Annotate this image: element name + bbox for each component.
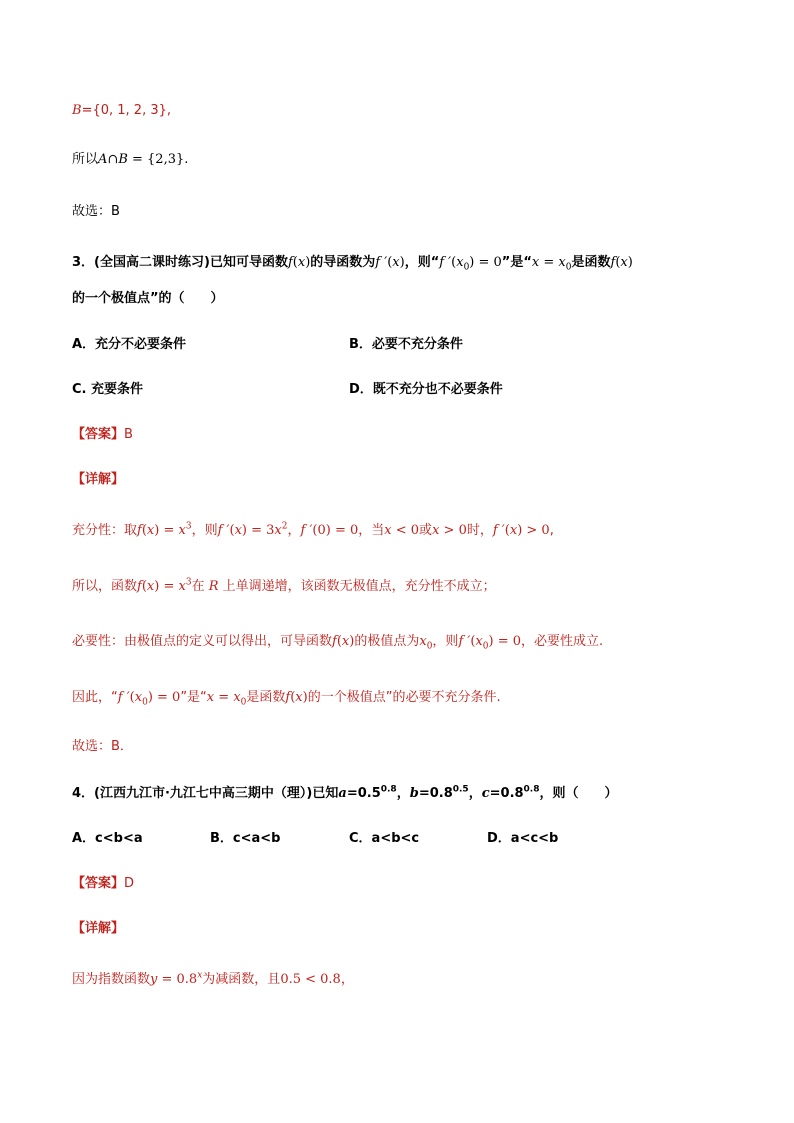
q4-option-c: C．a<b<c [349, 831, 420, 846]
q3-detail-tag: 【详解】 [72, 472, 125, 487]
set-b-line: B={0, 1, 2, 3}, [72, 103, 172, 118]
q4-option-a: A．c<b<a [72, 831, 143, 846]
intersection-line: 所以A∩B = {2,3}. [72, 152, 189, 167]
q3-so-line: 所以，函数$f(x) = x^3$在 R 上单调递增，该函数无极值点，充分性不成立； [72, 577, 496, 594]
q3-necessity-line: 必要性：由极值点的定义可以得出，可导函数f(x)的极值点为$x_0$，则f $'(x_0) = 0$，必要性成立. [72, 634, 604, 652]
q4-option-b: B．c<a<b [210, 831, 281, 846]
q4-detail-tag: 【详解】 [72, 921, 125, 936]
q3-choose-line: 故选：B． [72, 739, 133, 754]
q3-conclusion-line: 因此，“f $'(x_0) = 0$”是“$x = x_0$是函数f(x)的一个极值点”的必要不充分条件. [72, 690, 501, 708]
q3-option-a: A．充分不必要条件 [72, 337, 187, 352]
q4-option-d: D．a<c<b [487, 831, 559, 846]
q3-option-c: C. 充要条件 [72, 382, 144, 397]
q3-option-d: D．既不充分也不必要条件 [349, 382, 503, 397]
q4-stem: 4．(江西九江市·九江七中高三期中（理）)已知$a=0.5^{0.8}$，$b=0.8^{0.5}$，$c=0.8^{0.8}$，则（ ） [72, 784, 618, 801]
q4-since-line: 因为指数函数$y = 0.8^x$为减函数，且0.5 < 0.8， [72, 970, 354, 987]
q3-stem-line1: 3．(全国高二课时练习)已知可导函数f(x)的导函数为f ′(x)，则“f $'(x_0) = 0$”是“$x = x_0$是函数f(x) [72, 255, 633, 273]
q3-option-b: B．必要不充分条件 [349, 337, 463, 352]
q4-answer: 【答案】D [72, 876, 135, 891]
q3-sufficiency-line: 充分性：取$f(x) = x^3$，则f $'(x) = 3x^2$，f ′(0) = 0，当x < 0或x > 0时，f ′(x) > 0, [72, 521, 554, 538]
q3-stem-line2: 的一个极值点”的（ ） [72, 291, 224, 306]
choose-line-1: 故选：B [72, 204, 120, 219]
answer-tag: 【答案】 [72, 427, 125, 442]
q3-answer: 【答案】B [72, 427, 133, 442]
